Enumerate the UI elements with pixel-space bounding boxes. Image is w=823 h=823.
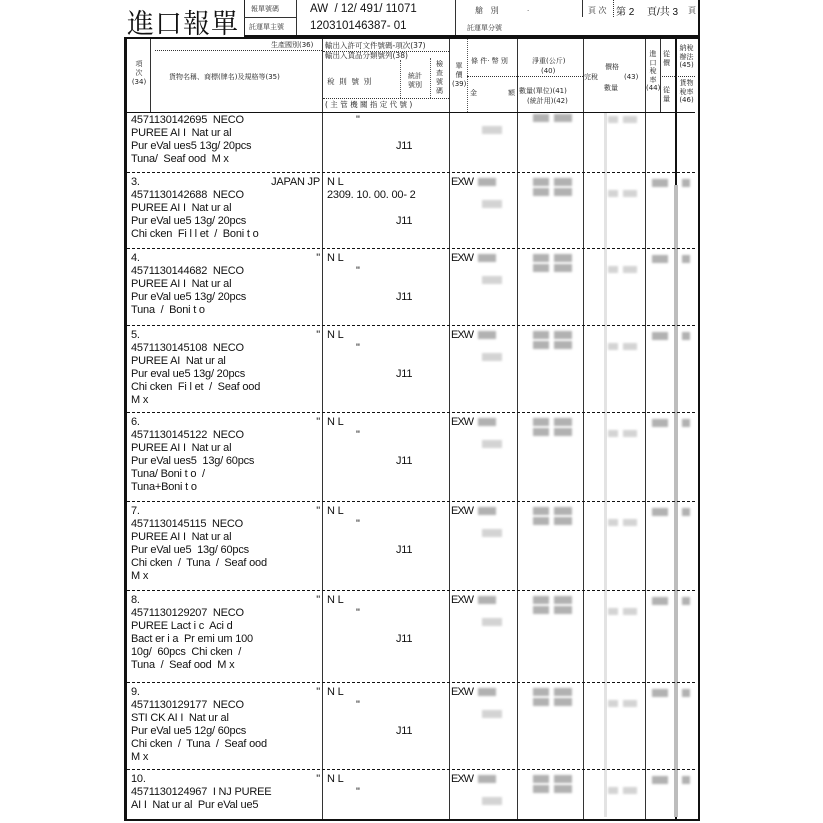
col-stat-code: 統計 號別 bbox=[408, 72, 422, 89]
col-inspection: 檢 查 號 碼 bbox=[436, 60, 443, 95]
col-import-duty-rate: 進 口 稅 率 (44) bbox=[646, 50, 661, 92]
redacted-value bbox=[652, 689, 668, 697]
redacted-value bbox=[482, 710, 502, 718]
header-divider bbox=[613, 0, 614, 17]
redacted-value bbox=[533, 517, 549, 525]
redacted-value bbox=[623, 608, 637, 615]
redacted-value bbox=[652, 597, 668, 605]
item-stat-code: J11 bbox=[396, 455, 413, 467]
redacted-value bbox=[608, 343, 618, 350]
item-permit: N L bbox=[327, 773, 344, 785]
redacted-value bbox=[682, 179, 690, 187]
declaration-no-label: 報單號碼 bbox=[251, 5, 279, 13]
row-divider bbox=[323, 98, 449, 99]
redacted-value bbox=[533, 428, 549, 436]
item-tariff-no: " bbox=[356, 518, 360, 530]
col-divider bbox=[150, 39, 151, 112]
redacted-value bbox=[682, 419, 690, 427]
col-net-weight: 淨重(公斤) bbox=[532, 57, 566, 65]
row-divider bbox=[127, 590, 695, 591]
redacted-value bbox=[623, 190, 637, 197]
item-tariff-no: " bbox=[356, 265, 360, 277]
item-description: 4571130142695 NECO PUREE AI I Nat ur al Pur eVal ues5 13g/ 20pcs Tuna/ Seaf ood M x bbox=[131, 114, 252, 165]
redacted-value bbox=[533, 596, 549, 604]
item-origin: " bbox=[316, 252, 320, 264]
redacted-value bbox=[608, 116, 618, 123]
item-tariff-no: 2309. 10. 00. 00- 2 bbox=[327, 189, 416, 201]
col-agency: ( 主 管 機 關 指 定 代 號 ) bbox=[325, 100, 413, 109]
col-price-no: (43) bbox=[624, 73, 639, 81]
redacted-value bbox=[554, 178, 572, 186]
redacted-value bbox=[478, 507, 496, 515]
redacted-value bbox=[623, 430, 637, 437]
redacted-value bbox=[554, 264, 572, 272]
col-quantity: 數量(單位)(41) bbox=[519, 87, 567, 95]
redacted-value bbox=[682, 776, 690, 784]
item-tariff-no: " bbox=[356, 699, 360, 711]
item-description: 10. 4571130124967 I NJ PUREE AI I Nat ur al Pur eVal ue5 bbox=[131, 773, 272, 811]
header-divider bbox=[244, 17, 296, 18]
redacted-value bbox=[478, 418, 496, 426]
item-terms: EXW bbox=[451, 416, 474, 428]
redacted-value bbox=[533, 331, 549, 339]
item-description: 7. 4571130145115 NECO PUREE AI I Nat ur al Pur eVal ue5 13g/ 60pcs Chi cken / Tuna / Seaf ood M x bbox=[131, 505, 267, 582]
item-permit: N L bbox=[327, 252, 344, 264]
redacted-value bbox=[608, 608, 618, 615]
redacted-value bbox=[623, 519, 637, 526]
master-bl-no: 120310146387- 01 bbox=[310, 20, 407, 32]
header-divider bbox=[296, 0, 297, 35]
redacted-value bbox=[623, 116, 637, 123]
redacted-value bbox=[482, 126, 502, 134]
item-stat-code: J11 bbox=[396, 633, 413, 645]
item-description: 3. 4571130142688 NECO PUREE AI I Nat ur al Pur eVal ue5 13g/ 20pcs Chi cken Fi l l et / Boni t o bbox=[131, 176, 259, 240]
redacted-value bbox=[652, 255, 668, 263]
col-payment-method: 納稅 辦法 (45) bbox=[679, 44, 694, 69]
redacted-value bbox=[608, 787, 618, 794]
row-divider bbox=[127, 682, 695, 683]
redacted-value bbox=[554, 114, 572, 122]
redacted-value bbox=[554, 688, 572, 696]
col-terms-currency: 條 件· 幣 別 bbox=[471, 57, 508, 65]
redacted-value bbox=[682, 332, 690, 340]
redacted-value bbox=[652, 776, 668, 784]
col-stat-use: (統計用)(42) bbox=[527, 97, 568, 105]
item-terms: EXW bbox=[451, 773, 474, 785]
redacted-value bbox=[482, 618, 502, 626]
item-origin: " bbox=[316, 505, 320, 517]
redacted-value bbox=[482, 200, 502, 208]
redacted-value bbox=[533, 341, 549, 349]
item-permit: N L bbox=[327, 176, 344, 188]
item-stat-code: J11 bbox=[396, 140, 413, 152]
item-origin: " bbox=[316, 594, 320, 606]
item-tariff-no: " bbox=[356, 607, 360, 619]
redacted-value bbox=[482, 440, 502, 448]
cabin-value: . bbox=[527, 5, 530, 13]
redacted-value bbox=[533, 688, 549, 696]
item-terms: EXW bbox=[451, 505, 474, 517]
row-divider bbox=[517, 76, 583, 77]
redacted-value bbox=[533, 606, 549, 614]
item-terms: EXW bbox=[451, 686, 474, 698]
redacted-value bbox=[554, 698, 572, 706]
item-terms: EXW bbox=[451, 329, 474, 341]
redacted-value bbox=[608, 430, 618, 437]
redacted-value bbox=[554, 775, 572, 783]
master-bl-label: 託運單主號 bbox=[249, 23, 284, 31]
page-current: 第 2 bbox=[616, 7, 635, 18]
redacted-value bbox=[533, 507, 549, 515]
item-description: 5. 4571130145108 NECO PUREE AI Nat ur al Pur eval ue5 13g/ 20pcs Chi cken Fi l et / Seaf ood M x bbox=[131, 329, 261, 406]
col-divider bbox=[430, 58, 431, 98]
item-tariff-no: " bbox=[356, 786, 360, 798]
item-terms: EXW bbox=[451, 176, 474, 188]
redacted-value bbox=[608, 190, 618, 197]
redacted-value bbox=[652, 419, 668, 427]
redacted-value bbox=[554, 785, 572, 793]
col-unit-price: 單 價 (39) bbox=[452, 62, 467, 88]
redacted-value bbox=[478, 688, 496, 696]
item-origin: " bbox=[316, 773, 320, 785]
redacted-value bbox=[652, 508, 668, 516]
item-tariff-no: " bbox=[356, 429, 360, 441]
row-divider bbox=[127, 248, 695, 249]
redacted-value bbox=[554, 428, 572, 436]
redacted-value bbox=[554, 188, 572, 196]
row-divider bbox=[127, 501, 695, 502]
col-permit: 輸出入許可文件號碼-項次(37) bbox=[325, 41, 426, 50]
item-origin: " bbox=[316, 329, 320, 341]
item-stat-code: J11 bbox=[396, 215, 413, 227]
row-divider bbox=[127, 325, 695, 326]
item-permit: " bbox=[356, 114, 360, 126]
redacted-value bbox=[482, 529, 502, 537]
col-price: 價格 bbox=[605, 63, 619, 71]
item-permit: N L bbox=[327, 594, 344, 606]
item-terms: EXW bbox=[451, 594, 474, 606]
item-permit: N L bbox=[327, 416, 344, 428]
redacted-value bbox=[478, 596, 496, 604]
redacted-value bbox=[533, 785, 549, 793]
redacted-value bbox=[533, 698, 549, 706]
redacted-value bbox=[554, 418, 572, 426]
page-suffix: 頁 bbox=[688, 6, 696, 15]
redacted-value bbox=[482, 353, 502, 361]
redacted-value bbox=[652, 179, 668, 187]
item-terms: EXW bbox=[451, 252, 474, 264]
col-qty: 數量 bbox=[604, 84, 618, 92]
declaration-no: AW / 12/ 491/ 11071 bbox=[310, 3, 417, 15]
redacted-value bbox=[682, 689, 690, 697]
redacted-value bbox=[478, 178, 496, 186]
row-divider bbox=[127, 412, 695, 413]
redacted-value bbox=[623, 343, 637, 350]
row-divider bbox=[660, 76, 675, 77]
redacted-value bbox=[623, 700, 637, 707]
item-stat-code: J11 bbox=[396, 544, 413, 556]
redacted-value bbox=[482, 276, 502, 284]
item-stat-code: J11 bbox=[396, 291, 413, 303]
redacted-value bbox=[682, 508, 690, 516]
col-divider bbox=[400, 60, 401, 98]
redacted-value bbox=[682, 255, 690, 263]
redacted-value bbox=[533, 418, 549, 426]
row-divider bbox=[155, 50, 322, 51]
col-amount-right: 額 bbox=[508, 89, 515, 97]
redacted-value bbox=[533, 114, 549, 122]
form-title: 進口報單 bbox=[127, 9, 239, 40]
col-specific: 從 量 bbox=[663, 86, 670, 103]
redacted-value bbox=[533, 188, 549, 196]
header-divider bbox=[582, 0, 583, 17]
row-divider bbox=[127, 172, 695, 173]
redacted-value bbox=[533, 178, 549, 186]
house-bl-label: 託運單分號 bbox=[467, 24, 502, 32]
header-divider bbox=[455, 0, 456, 35]
redacted-value bbox=[482, 797, 502, 805]
redacted-value bbox=[623, 787, 637, 794]
col-tariff-no: 稅 則 號 別 bbox=[327, 77, 372, 86]
redacted-value bbox=[652, 332, 668, 340]
col-amount-left: 金 bbox=[470, 89, 477, 97]
redacted-value bbox=[533, 264, 549, 272]
col-description: 貨物名稱、商標(牌名)及規格等(35) bbox=[169, 73, 280, 81]
redacted-value bbox=[623, 266, 637, 273]
item-permit: N L bbox=[327, 505, 344, 517]
cabin-label: 艙 別 bbox=[475, 6, 499, 15]
redacted-value bbox=[478, 331, 496, 339]
item-permit: N L bbox=[327, 329, 344, 341]
redacted-value bbox=[478, 775, 496, 783]
redacted-value bbox=[554, 507, 572, 515]
item-origin: " bbox=[316, 416, 320, 428]
redacted-value bbox=[554, 254, 572, 262]
redacted-value bbox=[533, 254, 549, 262]
col-dutiable-value-prefix: 完稅 bbox=[584, 73, 598, 81]
col-commodity-tax-rate: 貨物 稅率 (46) bbox=[679, 79, 694, 104]
page-label: 頁 次 bbox=[588, 6, 607, 15]
col-classification: 輸出入貨品分類號列(38) bbox=[325, 51, 408, 60]
col-origin: 生產國別(36) bbox=[271, 41, 314, 49]
row-divider bbox=[467, 76, 517, 77]
col-net-weight-no: (40) bbox=[541, 67, 556, 75]
item-description: 4. 4571130144682 NECO PUREE AI I Nat ur al Pur eVal ue5 13g/ 20pcs Tuna / Boni t o bbox=[131, 252, 247, 316]
item-origin: JAPAN JP bbox=[271, 176, 320, 188]
page-total: 頁/共 3 bbox=[647, 7, 679, 18]
item-origin: " bbox=[316, 686, 320, 698]
redacted-value bbox=[554, 606, 572, 614]
redacted-value bbox=[478, 254, 496, 262]
redacted-value bbox=[682, 597, 690, 605]
redacted-value bbox=[554, 341, 572, 349]
col-ad-valorem: 從 價 bbox=[663, 50, 670, 67]
item-stat-code: J11 bbox=[396, 368, 413, 380]
item-stat-code: J11 bbox=[396, 725, 413, 737]
redacted-value bbox=[554, 331, 572, 339]
item-description: 9. 4571130129177 NECO STI CK AI I Nat ur al Pur eVal ue5 12g/ 60pcs Chi cken / Tuna / Seaf ood M x bbox=[131, 686, 267, 763]
row-divider bbox=[127, 769, 695, 770]
redacted-value bbox=[608, 700, 618, 707]
redacted-value bbox=[533, 775, 549, 783]
redacted-value bbox=[554, 517, 572, 525]
redacted-value bbox=[608, 519, 618, 526]
item-description: 8. 4571130129207 NECO PUREE Lact i c Aci d Bact er i a Pr emi um 100 10g/ 60pcs Chi cken / Tuna / Seaf ood M x bbox=[131, 594, 253, 671]
redacted-value bbox=[554, 596, 572, 604]
item-tariff-no: " bbox=[356, 342, 360, 354]
redacted-value bbox=[608, 266, 618, 273]
item-permit: N L bbox=[327, 686, 344, 698]
item-description: 6. 4571130145122 NECO PUREE AI I Nat ur al Pur eVal ues5 13g/ 60pcs Tuna/ Boni t o / Tuna+Boni t o bbox=[131, 416, 255, 493]
row-divider bbox=[676, 76, 695, 77]
col-item-no: 項 次 (34) bbox=[131, 60, 147, 86]
